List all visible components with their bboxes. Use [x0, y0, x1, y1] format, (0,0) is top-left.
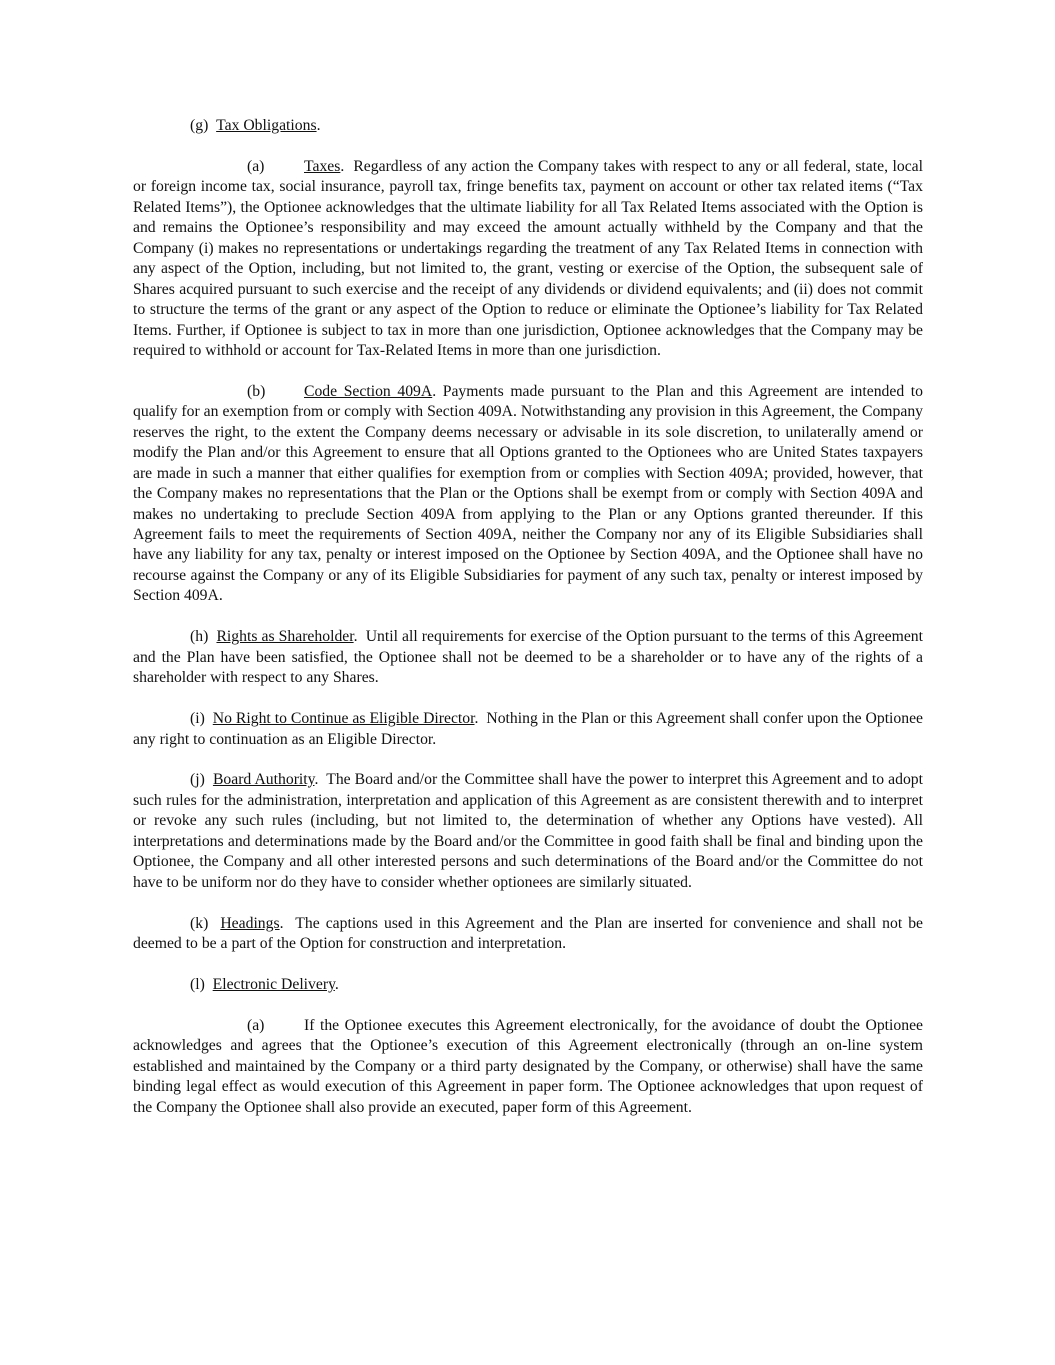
section-label: (h) [190, 628, 209, 646]
section-heading: Headings [220, 914, 280, 932]
section-heading: Tax Obligations [216, 117, 317, 134]
section-label: (l) [190, 975, 205, 993]
section-text: The Board and/or the Committee shall have the power to interpret this Agreement and to adopt such rules for the administration, interpretation and application of this Agreement as are consistent therewith and to interpret or revoke any such rules (including, but not limited to, the determination of whether any Options have vested). All interpretations and determinations made by the Board and/or the Committee in good faith shall be final and binding upon the Optionee, the Company and all other interested persons and such determinations of the Board and/or the Committee do not have to be uniform nor do they have to consider whether optionees are similarly situated. [133, 771, 923, 891]
subsection-text: If the Optionee executes this Agreement electronically, for the avoidance of doubt the Optionee acknowledges and agrees that the Optionee’s execution of this Agreement electronically (through an on-line system established and maintained by the Company or a third party designated by the Company, or otherwise) shall have the same binding legal effect as would execution of this Agreement in paper form. The Optionee acknowledges that upon request of the Company the Optionee shall also provide an executed, paper form of this Agreement. [133, 1016, 923, 1116]
subsection-heading: Code Section 409A [304, 382, 433, 400]
section-heading: Board Authority [212, 771, 315, 789]
section-heading: Electronic Delivery [212, 975, 335, 993]
subsection-text: Payments made pursuant to the Plan and this Agreement are intended to qualify for an exemption from or comply with Section 409A. Notwithstanding any provision in this Agreement, the Company reserves the right, to the extent the Company deems necessary or advisable in its sole discretion, to unilaterally amend or modify the Plan and/or this Agreement to ensure that all Options granted to the Optionees who are United States taxpayers are made in such a manner that either qualifies for exemption from or complies with Section 409A; provided, however, that the Company makes no representations that the Plan or the Options shall be exempt from or comply with Section 409A and makes no undertaking to preclude Section 409A from applying to the Plan or any Options granted thereunder. If this Agreement fails to meet the requirements of Section 409A, neither the Company nor any of its Eligible Subsidiaries shall have any liability for any tax, penalty or interest imposed on the Optionee by Section 409A, and the Optionee shall have no recourse against the Company or any of its Eligible Subsidiaries for payment of any such tax, penalty or interest imposed by Section 409A. [133, 382, 923, 605]
section-label: (j) [190, 771, 205, 789]
section-label: (k) [190, 914, 209, 932]
subsection-text: Regardless of any action the Company takes with respect to any or all federal, state, local or foreign income tax, social insurance, payroll tax, fringe benefits tax, payment on account or other tax related items (“Tax Related Items”), the Optionee acknowledges that the ultimate liability for all Tax Related Items associated with the Option is and remains the Optionee’s responsibility and may exceed the amount actually withheld by the Company and that the Company (i) makes no representations or undertakings regarding the treatment of any Tax Related Items in connection with any aspect of the Option, including, but not limited to, the grant, vesting or exercise of the Option, the subsequent sale of Shares acquired pursuant to such exercise and the receipt of any dividends or dividend equivalents; and (ii) does not commit to structure the terms of the grant or any aspect of the Option to reduce or eliminate the Optionee’s liability for Tax Related Items. Further, if Optionee is subject to tax in more than one jurisdiction, Optionee acknowledges that the Company may be required to withhold or account for Tax-Related Items in more than one jurisdiction. [133, 157, 923, 359]
section-h: (h) Rights as Shareholder. Until all requirements for exercise of the Option pursuant to the terms of this Agreement and the Plan have been satisfied, the Optionee shall not be deemed to be a shareholder or to have any of the rights of a shareholder with respect to any Shares. [133, 628, 923, 687]
subsection-label: (b) [247, 382, 266, 400]
section-i: (i) No Right to Continue as Eligible Director. Nothing in the Plan or this Agreement shall confer upon the Optionee any right to continuation as an Eligible Director. [133, 710, 924, 748]
section-text: Nothing in the Plan or this Agreement shall confer upon the Optionee any right to continuation as an Eligible Director. [133, 710, 924, 748]
section-heading: Rights as Shareholder [216, 628, 354, 646]
section-k: (k) Headings. The captions used in this Agreement and the Plan are inserted for convenience and shall not be deemed to be a part of the Option for construction and interpretation. [133, 914, 924, 953]
section-text: The captions used in this Agreement and the Plan are inserted for convenience and shall not be deemed to be a part of the Option for construction and interpretation. [133, 914, 924, 953]
section-l-a [133, 1016, 923, 1118]
section-g: (g) Tax Obligations. [190, 117, 321, 134]
subsection-heading: Taxes [304, 157, 341, 175]
section-label: (g) [190, 117, 209, 134]
subsection-label: (a) [247, 1016, 265, 1034]
section-label: (i) [190, 710, 205, 728]
section-g-b: (b) Code Section 409A. Payments made pursuant to the Plan and this Agreement are intended to qualify for an exemption from or comply with Section 409A. Notwithstanding any provision in this Agreement, the Company reserves the right, to the extent the Company deems necessary or advisable in its sole discretion, to unilaterally amend or modify the Plan and/or this Agreement to ensure that all Options granted to the Optionees who are United States taxpayers are made in such a manner that either qualifies for exemption from or complies with Section 409A; provided, however, that the Company makes no representations that the Plan or the Options shall be exempt from or comply with Section 409A and makes no undertaking to preclude Section 409A from applying to the Plan or any Options granted thereunder. If this Agreement fails to meet the requirements of Section 409A, neither the Company nor any of its Eligible Subsidiaries shall have any liability for any tax, penalty or interest imposed on the Optionee by Section 409A, and the Optionee shall have no recourse against the Company or any of its Eligible Subsidiaries for payment of any such tax, penalty or interest imposed by Section 409A. [133, 382, 923, 605]
section-heading: No Right to Continue as Eligible Director [212, 710, 475, 728]
document-page [133, 116, 923, 1139]
section-text: Until all requirements for exercise of the Option pursuant to the terms of this Agreement and the Plan have been satisfied, the Optionee shall not be deemed to be a shareholder or to have any of the rights of a shareholder with respect to any Shares. [133, 628, 923, 687]
section-j: (j) Board Authority. The Board and/or the Committee shall have the power to interpret this Agreement and to adopt such rules for the administration, interpretation and application of this Agreement as are consistent therewith and to interpret or revoke any such rules (including, but not limited to, the determination of whether any Options have vested). All interpretations and determinations made by the Board and/or the Committee in good faith shall be final and binding upon the Optionee, the Company and all other interested persons and such determinations of the Board and/or the Committee do not have to be uniform nor do they have to consider whether optionees are similarly situated. [133, 771, 923, 891]
subsection-label: (a) [247, 157, 265, 175]
section-g-a: (a) Taxes. Regardless of any action the Company takes with respect to any or all federal, state, local or foreign income tax, social insurance, payroll tax, fringe benefits tax, payment on account or other tax related items (“Tax Related Items”), the Optionee acknowledges that the ultimate liability for all Tax Related Items associated with the Option is and remains the Optionee’s responsibility and may exceed the amount actually withheld by the Company and that the Company (i) makes no representations or undertakings regarding the treatment of any Tax Related Items in connection with any aspect of the Option, including, but not limited to, the grant, vesting or exercise of the Option, the subsequent sale of Shares acquired pursuant to such exercise and the receipt of any dividends or dividend equivalents; and (ii) does not commit to structure the terms of the grant or any aspect of the Option to reduce or eliminate the Optionee’s liability for Tax Related Items. Further, if Optionee is subject to tax in more than one jurisdiction, Optionee acknowledges that the Company may be required to withhold or account for Tax-Related Items in more than one jurisdiction. [133, 157, 923, 359]
section-l: (l) Electronic Delivery. [190, 975, 339, 993]
